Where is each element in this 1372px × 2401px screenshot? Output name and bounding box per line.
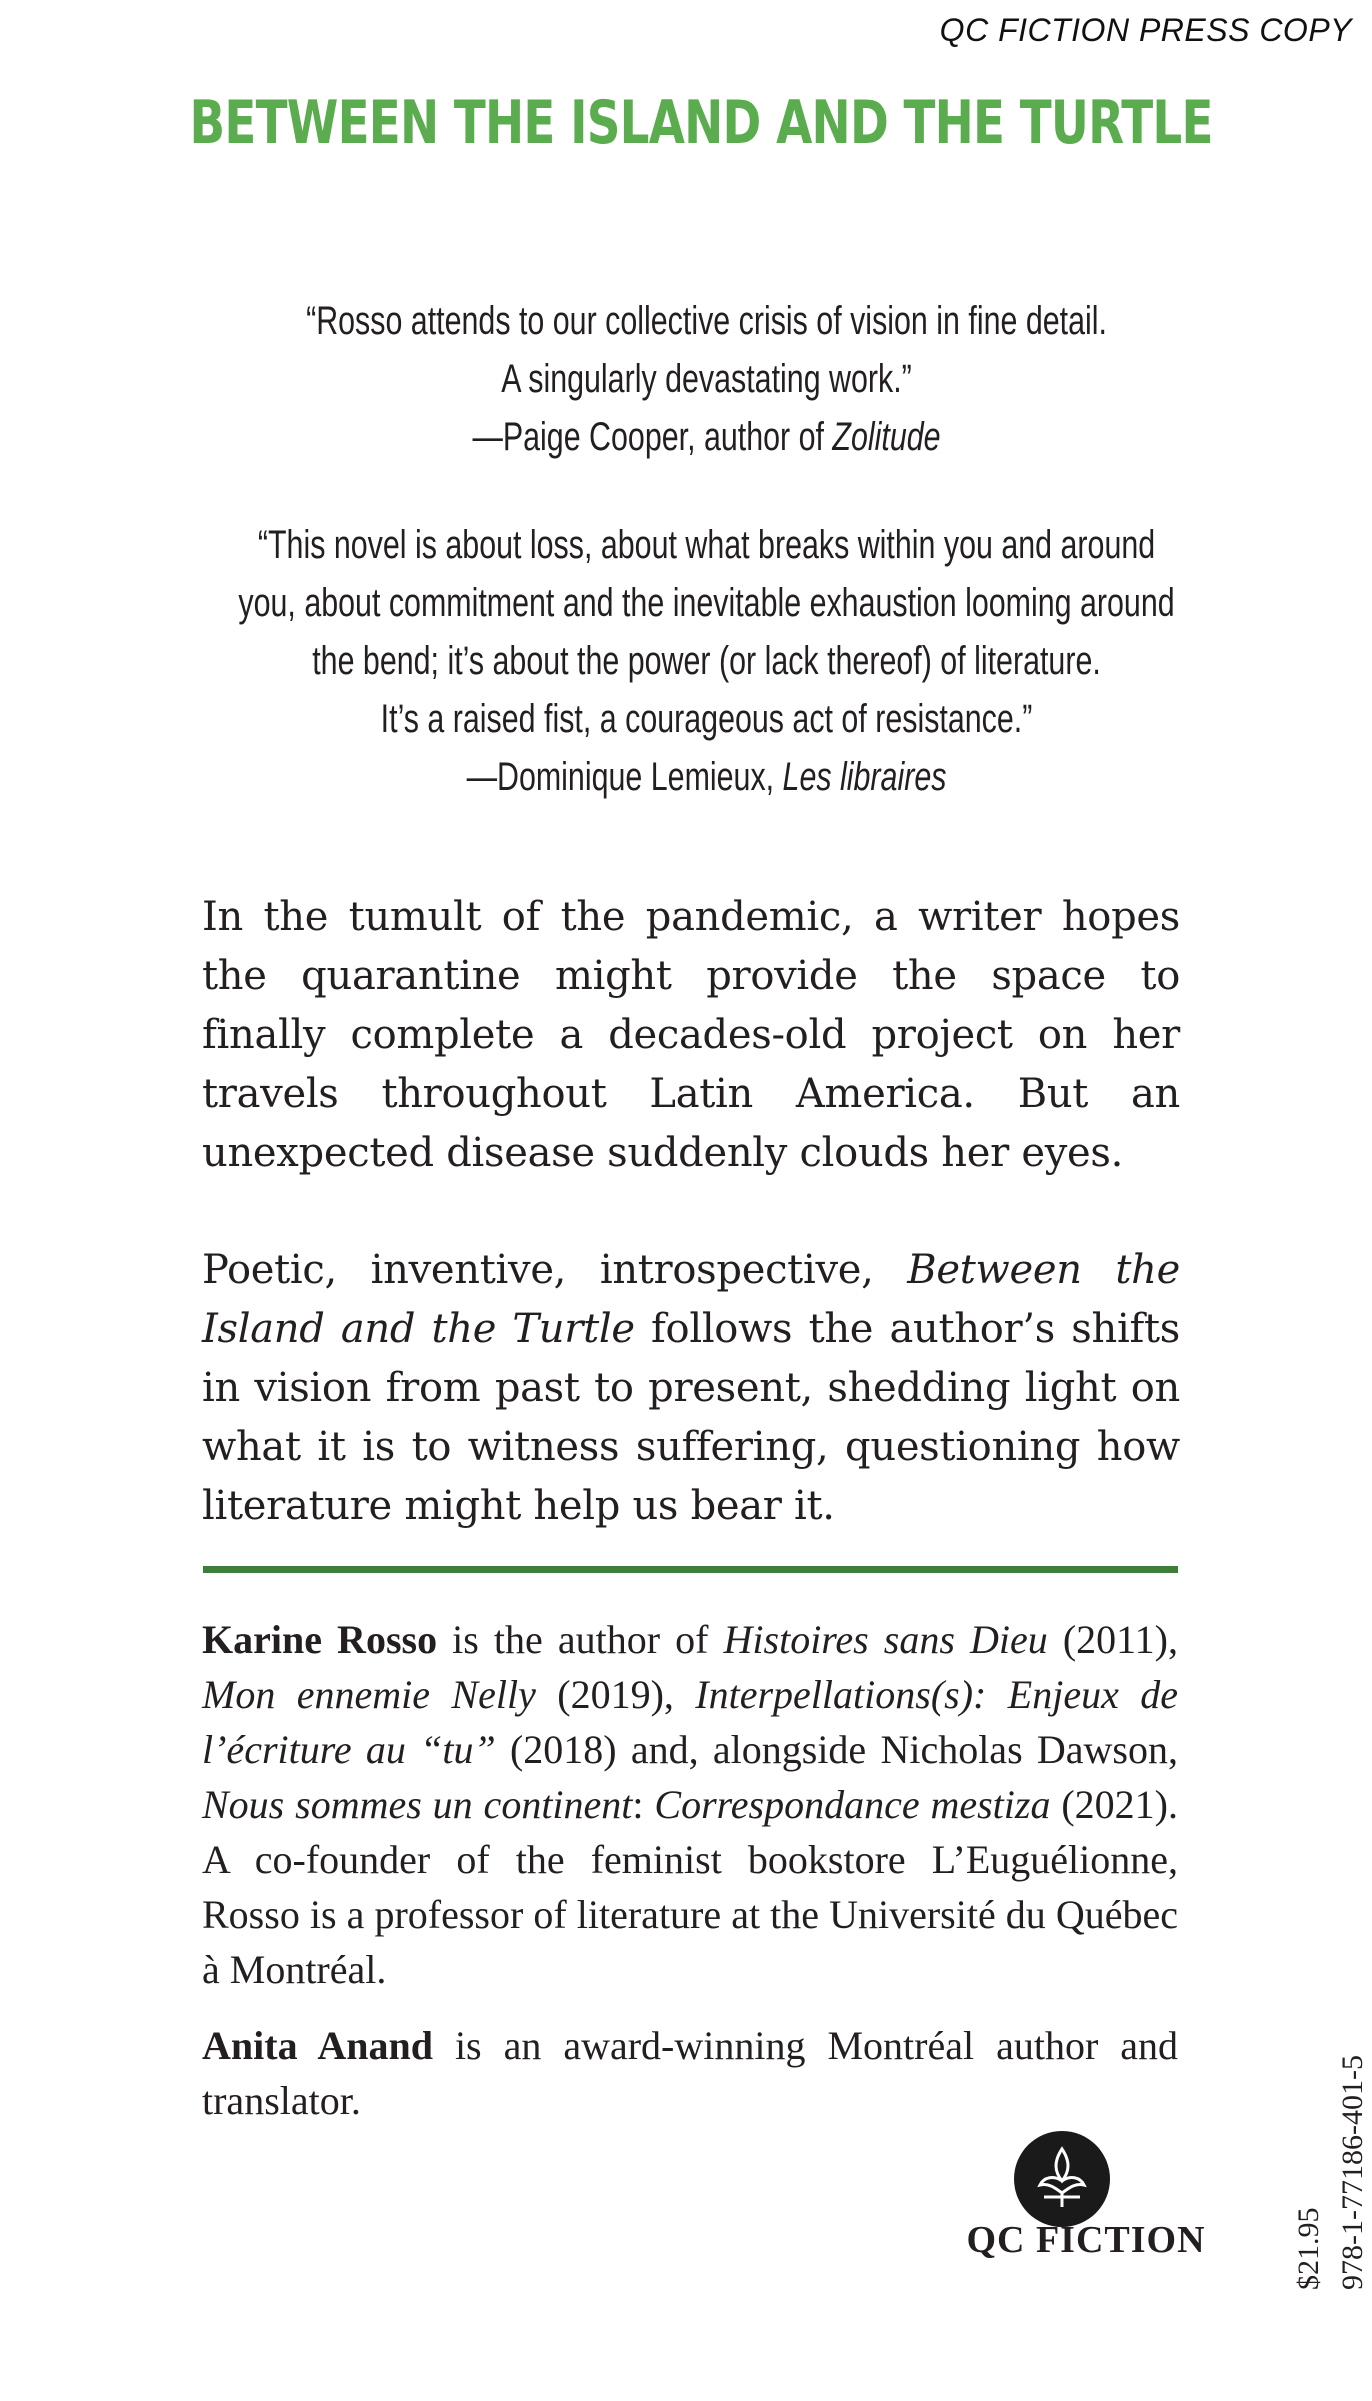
quote-line: It’s a raised fist, a courageous act of resistance.”	[380, 697, 1033, 741]
isbn-label: 978-1-77186-401-5	[1336, 2055, 1369, 2290]
quote-attribution	[169, 748, 1244, 806]
book-title: BETWEEN THE ISLAND AND THE TURTLE	[189, 88, 1213, 158]
quote-line: “Rosso attends to our collective crisis of vision in fine detail.	[306, 299, 1107, 343]
attribution-work: Zolitude	[832, 415, 941, 459]
publisher-name: QC FICTION	[966, 2219, 1206, 2261]
attribution-work: Les libraires	[782, 755, 947, 799]
quote-line: “This novel is about loss, about what breaks within you and around	[257, 523, 1156, 567]
blurb-text: follows the author’s shifts in vision from past to present, shedding light on what it is to witness suffering, questioning how literature might help us bear it.	[202, 1306, 1180, 1529]
bio-text: (2011),	[1047, 1617, 1178, 1662]
attribution-author: —Dominique Lemieux,	[466, 755, 783, 799]
price-label: $21.95	[1292, 2207, 1325, 2290]
author-bio	[202, 1612, 1178, 1997]
endorsement-quote-2	[169, 516, 1244, 806]
bio-text: (2019),	[535, 1672, 696, 1717]
bio-work: Histoires sans Dieu	[723, 1617, 1048, 1662]
translator-bio	[202, 2018, 1178, 2128]
bio-text: (2021). A co-founder of the feminist bookstore L’Euguélionne, Rosso is a professor of literature at the Université du Québec à Montréal.	[202, 1782, 1178, 1992]
blurb-book-title: Between the Island and the Turtle	[202, 1247, 1180, 1352]
fleur-de-lis-icon	[1014, 2131, 1110, 2227]
bio-text: :	[632, 1782, 655, 1827]
press-copy-label: QC FICTION PRESS COPY	[939, 12, 1352, 48]
blurb-paragraph-2	[202, 1241, 1180, 1536]
bio-work: Correspondance mestiza	[654, 1782, 1051, 1827]
bio-work: Interpellations(s): Enjeux de l’écriture au “tu”	[202, 1672, 1178, 1772]
quote-line: the bend; it’s about the power (or lack thereof) of literature.	[312, 639, 1101, 683]
fleur-de-lis-glyph	[1014, 2131, 1110, 2227]
endorsement-quote-1	[169, 292, 1244, 466]
section-divider	[203, 1566, 1178, 1573]
blurb-paragraph-1: In the tumult of the pandemic, a writer hopes the quarantine might provide the space to finally complete a decades-old project on her travels throughout Latin America. But an unexpected disease suddenly clouds her eyes.	[202, 894, 1180, 1176]
quote-attribution	[169, 408, 1244, 466]
attribution-author: —Paige Cooper, author of	[472, 415, 833, 459]
bio-text: (2018) and, alongside Nicholas Dawson,	[495, 1727, 1178, 1772]
bio-text: is an award-winning Montréal author and translator.	[202, 2023, 1178, 2123]
bio-work: Nous sommes un continent	[202, 1782, 633, 1827]
quote-line: A singularly devastating work.”	[501, 357, 912, 401]
translator-name: Anita Anand	[202, 2023, 433, 2068]
bio-work: Mon ennemie Nelly	[202, 1672, 536, 1717]
quote-line: you, about commitment and the inevitable exhaustion looming around	[238, 581, 1175, 625]
author-name: Karine Rosso	[202, 1617, 438, 1662]
blurb-text: Poetic, inventive, introspective,	[202, 1247, 908, 1293]
bio-text: is the author of	[437, 1617, 724, 1662]
